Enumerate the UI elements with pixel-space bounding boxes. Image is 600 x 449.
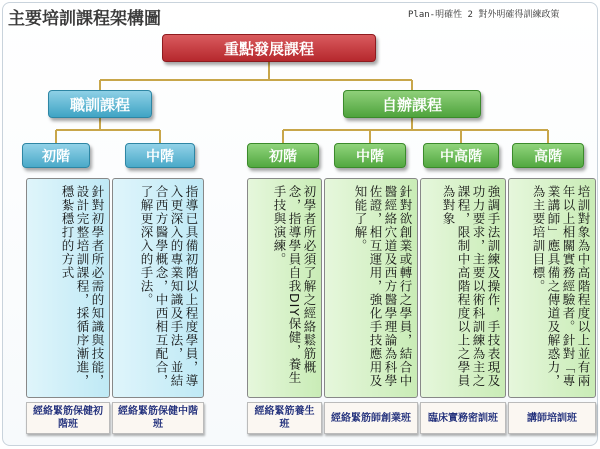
category-label: 職訓課程 (69, 95, 130, 114)
level-label: 中階 (356, 148, 384, 165)
level-label: 中階 (146, 148, 174, 165)
level-description: 針對欲創業或轉行之學員，結合中醫經絡穴道及西方醫學理論為科學佐證，相互運用，強化手技應用及知能了解。 (324, 178, 418, 398)
level-node (247, 143, 319, 168)
page-title: 主要培訓課程架構圖 (8, 9, 161, 29)
level-description: 培訓對象為中高階程度以上並有兩年以上相關實務經驗者。針對「專業講師」應具備之傳道及解惑力，為主要培訓目標。 (508, 178, 596, 398)
course-label: 經絡緊筋保健初階班 (26, 402, 110, 434)
level-description: 指導已具備初階以上程度學員，導入更深入的專業知識及手法，並結合西方醫學概念，中西相互配合，了解更深入的手法。 (112, 178, 204, 398)
root-node (162, 34, 376, 62)
course-label: 經絡緊筋養生班 (247, 402, 322, 434)
level-node (512, 143, 584, 168)
level-label: 中高階 (440, 148, 482, 165)
level-node (125, 143, 195, 168)
course-label: 講師培訓班 (508, 402, 596, 434)
level-node (423, 143, 499, 168)
level-node (334, 143, 406, 168)
level-label: 初階 (42, 148, 70, 165)
header-note: Plan-明確性 2 對外明確得訓練政策 (408, 10, 560, 20)
category-label: 自辦課程 (381, 95, 442, 114)
course-label: 經絡緊筋師創業班 (324, 402, 418, 434)
category-vocational (48, 90, 152, 118)
level-label: 高階 (534, 148, 562, 165)
course-label: 經絡緊筋保健中階班 (112, 402, 204, 434)
category-self-organized (343, 90, 481, 118)
level-description: 強調手法訓練及操作，手技表現及功力要求，主要以術科訓練為主之課程，限制中高階程度以上之學員為對象 (420, 178, 506, 398)
root-label: 重點發展課程 (223, 39, 314, 58)
level-description: 針對初學者所必需的知識與技能，設計完整培訓課程，採循序漸進，穩紮穩打的方式 (26, 178, 110, 398)
level-node (22, 143, 90, 168)
level-label: 初階 (269, 148, 297, 165)
level-description: 初學者所必須了解之經絡鬆筋概念，指導學員自我DIY保健，養生手技與演練。 (247, 178, 322, 398)
course-label: 臨床實務密訓班 (420, 402, 506, 434)
